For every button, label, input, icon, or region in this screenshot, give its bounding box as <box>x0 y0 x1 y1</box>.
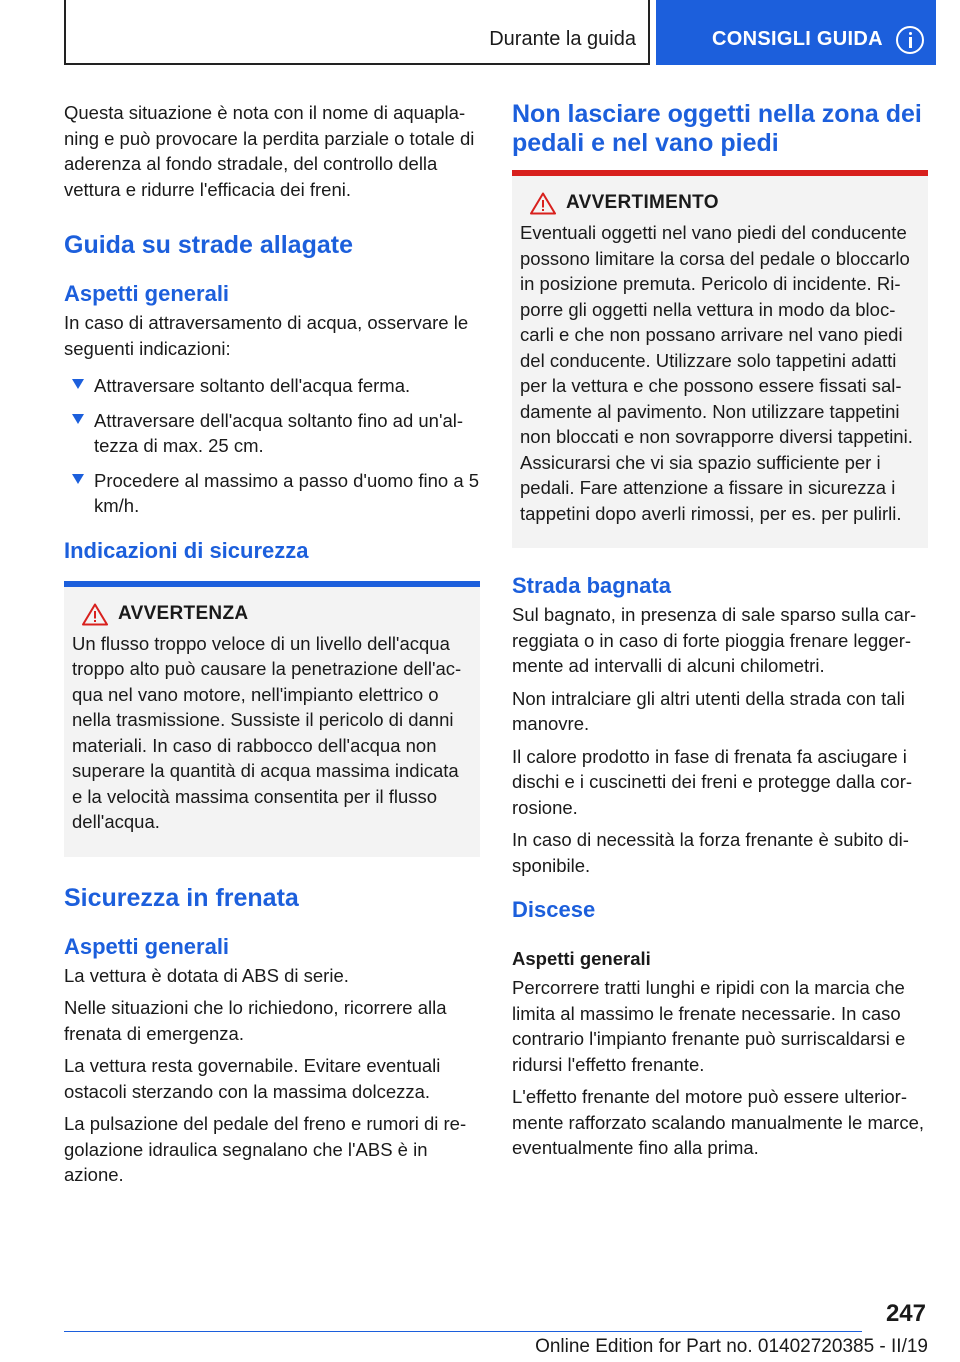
heading-flooded-roads: Guida su strade allagate <box>64 231 353 259</box>
warning-triangle-icon <box>530 192 556 215</box>
heading-brake-safety: Sicurezza in frenata <box>64 883 299 912</box>
heading-objects-footwell: Non lasciare oggetti nella zona dei pedali e nel vano piedi <box>512 100 922 157</box>
wet-paragraph: Il calore prodotto in fase di frenata fa asciugare i dischi e i cuscinetti dei freni e protegge dalla corrosione. <box>512 745 913 818</box>
caution-heading: AVVERTENZA <box>72 601 472 627</box>
triangle-bullet-icon <box>72 414 84 424</box>
triangle-bullet-icon <box>72 379 84 389</box>
info-icon[interactable] <box>896 26 924 54</box>
braking-paragraph: La pulsazione del pedale del freno e rumori di regolazione idraulica segnalano che l'ABS è in azione. <box>64 1113 467 1185</box>
section-title: Durante la guida <box>489 28 636 50</box>
intro-paragraph: Questa situazione è nota con il nome di aquaplaning e può provocare la perdita parziale o totale di aderenza al fondo stradale, del controllo della vettura e ridurre l'efficacia dei freni. <box>64 102 475 200</box>
triangle-bullet-icon <box>72 474 84 484</box>
braking-paragraph: La vettura resta governabile. Evitare eventuali ostacoli sterzando con la massima dolcezza. <box>64 1055 441 1102</box>
general-intro: In caso di attraversamento di acqua, osservare le seguenti indicazioni: <box>64 312 469 359</box>
wet-paragraph: In caso di necessità la forza frenante è subito disponibile. <box>512 829 909 876</box>
heading-descents: Discese <box>512 897 596 922</box>
left-column <box>64 100 480 1195</box>
list-item: Procedere al massimo a passo d'uomo fino a 5 km/h. <box>64 468 480 519</box>
subheading-general-3: Aspetti generali <box>512 948 651 969</box>
heading-general-2: Aspetti generali <box>64 933 230 959</box>
braking-paragraph: La vettura è dotata di ABS di serie. <box>64 964 349 986</box>
heading-general-1: Aspetti generali <box>64 281 230 306</box>
page-number: 247 <box>885 1300 926 1327</box>
caution-text: Un flusso troppo veloce di un livello dell'acqua troppo alto può causare la penetrazione dell'acqua nel vano motore, nell'impianto elettrico o nella trasmissione. Sussiste il pericolo di danni materiali. In caso di rabbocco dell'acqua non superare la quantità di acqua massima indicata e la velocità massima consentita per il flusso dell'acqua. <box>72 632 462 832</box>
wet-paragraph: Non intralciare gli altri utenti della strada con tali manovre. <box>512 687 905 734</box>
tab-consigli-guida[interactable] <box>656 0 936 65</box>
caution-box <box>64 581 480 857</box>
edition-note: Online Edition for Part no. 01402720385 - II/19 <box>535 1336 928 1357</box>
braking-paragraph: Nelle situazioni che lo richiedono, ricorrere alla frenata di emergenza. <box>64 997 447 1044</box>
warning-text: Eventuali oggetti nel vano piedi del conducente possono limitare la corsa del pedale o bloccarlo in posizione premuta. Pericolo di incidente. Riporre gli oggetti nella vettura in modo da bloccarli e che non possano arrivare nel vano piedi del conducente. Utilizzare solo tappetini adatti per la vettura e che possono essere fissati saldamente al pavimento. Non utilizzare tappetini non bloccati e non sovrapporre diversi tappetini. Assicurarsi che vi sia spazio sufficiente per i pedali. Fare attenzione a fissare in sicurezza i tappetini dopo averli rimossi, per es. per pulirli. <box>520 222 913 524</box>
instruction-list <box>64 373 480 519</box>
tab-label: CONSIGLI GUIDA <box>712 28 883 50</box>
warning-heading: AVVERTIMENTO <box>520 190 920 216</box>
descent-paragraph: Percorrere tratti lunghi e ripidi con la marcia che limita al massimo le frenate necessarie. In caso contrario l'impianto frenante può surriscaldarsi e ridursi l'effetto frenante. <box>512 977 906 1075</box>
right-column <box>512 100 928 1168</box>
warning-box <box>512 170 928 548</box>
list-item: Attraversare dell'acqua soltanto fino ad un'altezza di max. 25 cm. <box>64 408 480 459</box>
descent-paragraph: L'effetto frenante del motore può essere ulteriormente rafforzato scalando manualmente le marce, eventualmente fino alla prima. <box>512 1086 925 1158</box>
heading-safety-notes: Indicazioni di sicurezza <box>64 537 309 563</box>
heading-wet-road: Strada bagnata <box>512 573 671 598</box>
warning-triangle-icon <box>82 603 108 626</box>
footer-divider <box>64 1331 862 1332</box>
list-item: Attraversare soltanto dell'acqua ferma. <box>64 373 480 399</box>
wet-paragraph: Sul bagnato, in presenza di sale sparso sulla carreggiata o in caso di forte pioggia frenare leggermente ad intervalli di alcuni chilometri. <box>512 604 917 676</box>
